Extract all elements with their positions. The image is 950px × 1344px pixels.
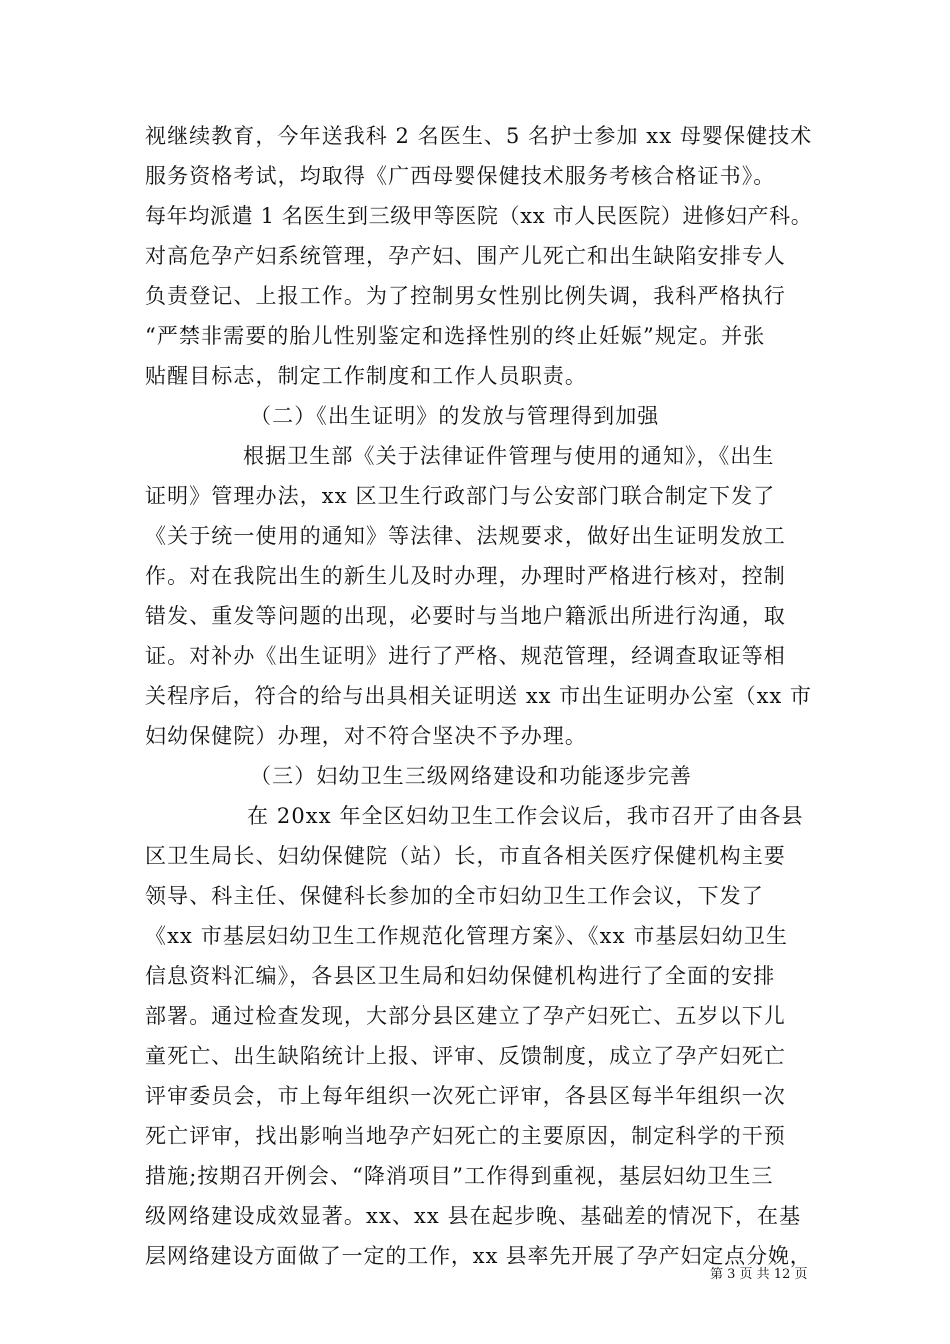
body-text-line: 《关于统一使用的通知》等法律、法规要求，做好出生证明发放工 [145,524,786,548]
section-heading: （二）《出生证明》的发放与管理得到加强 [250,404,660,428]
body-text-line: 每年均派遣 1 名医生到三级甲等医院（xx 市人民医院）进修妇产科。 [145,204,813,228]
body-text-line: 负责登记、上报工作。为了控制男女性别比例失调，我科严格执行 [145,284,786,308]
body-text-line: 贴醒目标志，制定工作制度和工作人员职责。 [145,364,587,388]
body-text-line: 区卫生局长、妇幼保健院（站）长，市直各相关医疗保健机构主要 [145,844,786,868]
body-text-line: 对高危孕产妇系统管理，孕产妇、围产儿死亡和出生缺陷安排专人 [145,244,786,268]
body-text-line: 部署。通过检查发现，大部分县区建立了孕产妇死亡、五岁以下儿 [145,1004,786,1028]
body-text-line: 在 20xx 年全区妇幼卫生工作会议后，我市召开了由各县 [247,804,804,828]
section-heading: （三）妇幼卫生三级网络建设和功能逐步完善 [250,764,692,788]
body-text-line: 层网络建设方面做了一定的工作，xx 县率先开展了孕产妇定点分娩， [145,1244,812,1268]
body-text-line: 证明》管理办法，xx 区卫生行政部门与公安部门联合制定下发了 [145,484,776,508]
body-text-line: 措施;按期召开例会、“降消项目”工作得到重视，基层妇幼卫生三 [145,1164,774,1188]
body-text-line: 死亡评审，找出影响当地孕产妇死亡的主要原因，制定科学的干预 [145,1124,786,1148]
body-text-line: 信息资料汇编》，各县区卫生局和妇幼保健机构进行了全面的安排 [145,964,776,988]
body-text-line: “严禁非需要的胎儿性别鉴定和选择性别的终止妊娠”规定。并张 [145,324,766,348]
body-text-line: 服务资格考试，均取得《广西母婴保健技术服务考核合格证书》。 [145,164,776,188]
body-text-line: 视继续教育，今年送我科 2 名医生、5 名护士参加 xx 母婴保健技术 [145,124,813,148]
body-text-line: 作。对在我院出生的新生儿及时办理，办理时严格进行核对，控制 [145,564,786,588]
body-text-line: 《xx 市基层妇幼卫生工作规范化管理方案》、《xx 市基层妇幼卫生 [145,924,789,948]
body-text-line: 关程序后，符合的给与出具相关证明送 xx 市出生证明办公室（xx 市 [145,684,812,708]
body-text-line: 评审委员会，市上每年组织一次死亡评审，各县区每半年组织一次 [145,1084,786,1108]
body-text-line: 童死亡、出生缺陷统计上报、评审、反馈制度，成立了孕产妇死亡 [145,1044,786,1068]
page-number-footer: 第 3 页 共 12 页 [710,1267,808,1282]
body-text-line: 错发、重发等问题的出现，必要时与当地户籍派出所进行沟通，取 [145,604,786,628]
body-text-line: 妇幼保健院）办理，对不符合坚决不予办理。 [145,724,587,748]
body-text-line: 领导、科主任、保健科长参加的全市妇幼卫生工作会议，下发了 [145,884,764,908]
body-text-line: 级网络建设成效显著。xx、xx 县在起步晚、基础差的情况下，在基 [145,1204,802,1228]
body-text-line: 证。对补办《出生证明》进行了严格、规范管理，经调查取证等相 [145,644,786,668]
body-text-line: 根据卫生部《关于法律证件管理与使用的通知》，《出生 [243,444,775,468]
